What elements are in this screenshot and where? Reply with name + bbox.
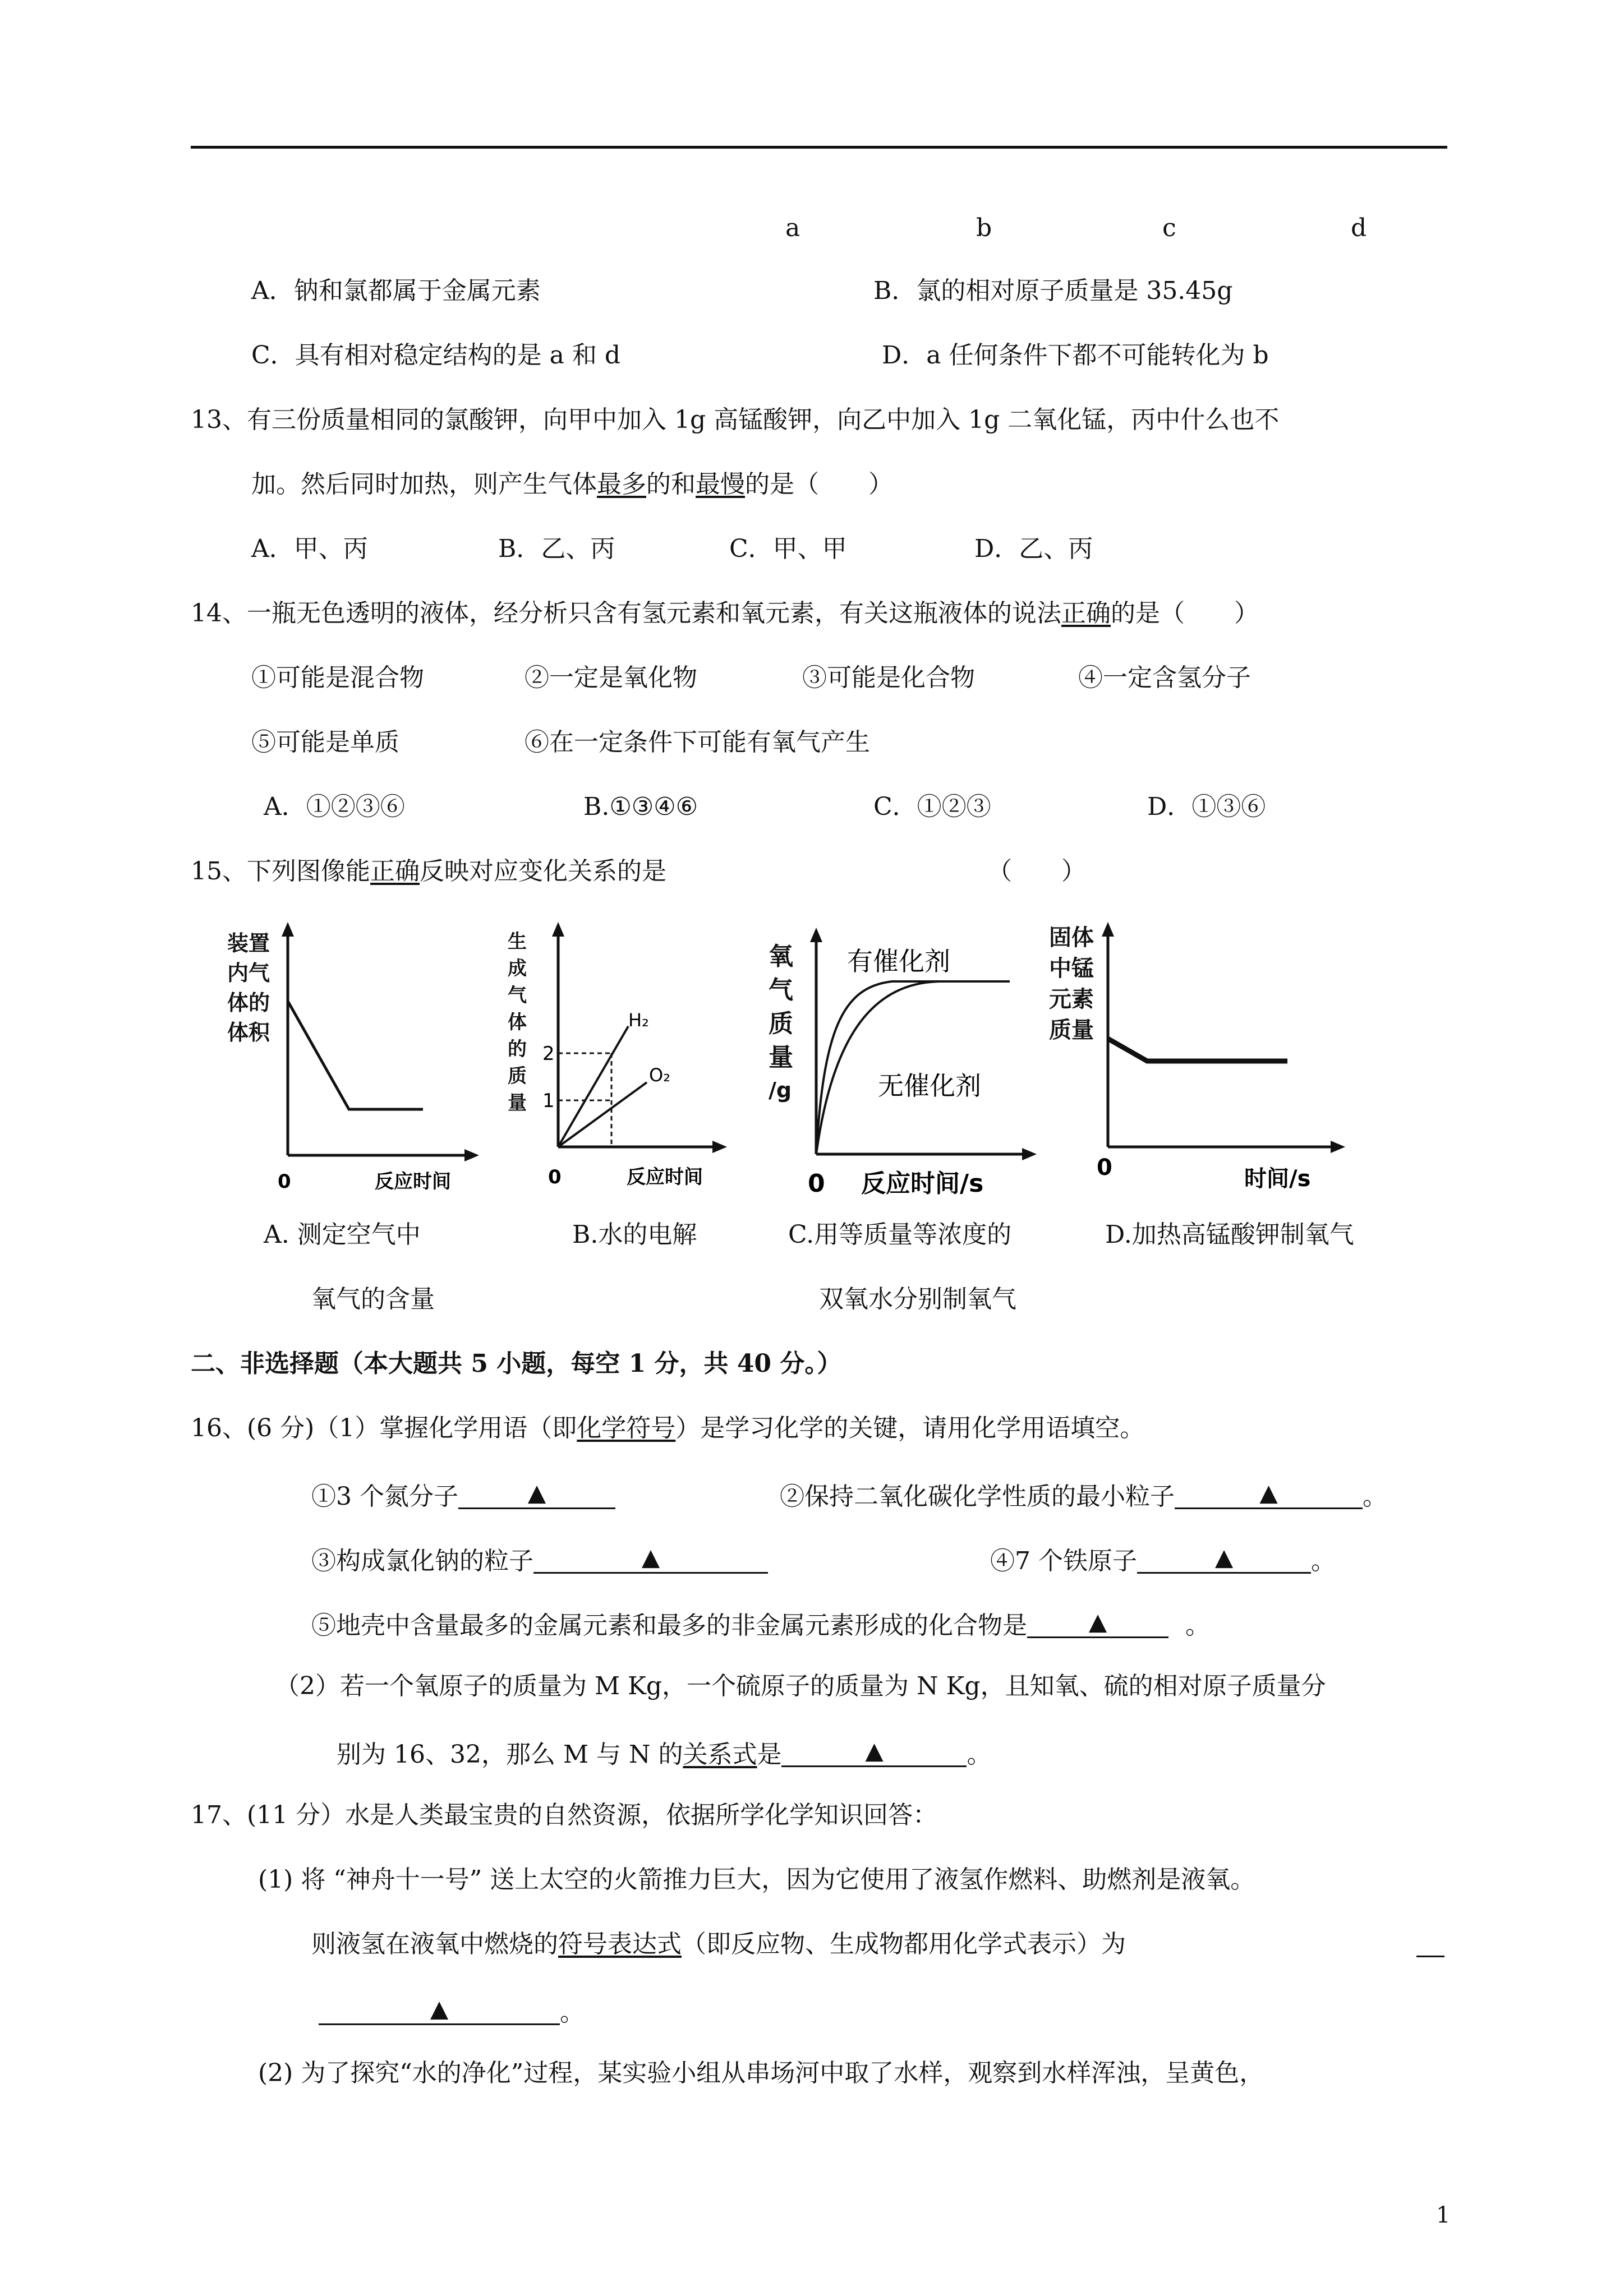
q16-item-4: ④7 个铁原子 ▲ 。 xyxy=(990,1543,1336,1575)
chart-d-xlabel: 时间/s xyxy=(1244,1166,1311,1192)
q14-item-4: ④一定含氢分子 xyxy=(1078,663,1251,692)
chart-c-y-arrow xyxy=(810,928,822,942)
q17-part1-line1: (1) 将 “神舟十一号” 送上太空的火箭推力巨大，因为它使用了液氢作燃料、助燃剂是液氧。 xyxy=(258,1865,1255,1894)
chart-a xyxy=(219,920,482,1200)
chart-b-ylabel-2: 成 xyxy=(508,957,527,980)
chart-c-caption-2: 双氧水分别制氧气 xyxy=(819,1285,1016,1313)
chart-d-origin: 0 xyxy=(1097,1155,1112,1181)
chart-b-label-h2: H₂ xyxy=(628,1009,649,1031)
chart-b-ylabel-4: 体 xyxy=(508,1011,527,1034)
answer-blank-4[interactable] xyxy=(1137,1545,1311,1574)
chart-b-ylabel-3: 气 xyxy=(508,984,527,1007)
q14-item-5: ⑤可能是单质 xyxy=(251,728,399,757)
chart-d-x-arrow xyxy=(1331,1141,1345,1153)
chart-c-x-arrow xyxy=(1022,1148,1037,1160)
answer-marker: ▲ xyxy=(430,1995,449,2022)
answer-blank-2[interactable] xyxy=(1175,1481,1363,1509)
chart-a-ylabel-2: 内气 xyxy=(227,961,270,985)
q17-part2-line1: (2) 为了探究“水的净化”过程，某实验小组从串场河中取了水样，观察到水样浑浊，呈黄色， xyxy=(258,2059,1264,2087)
chart-c-caption-1: C.用等质量等浓度的 xyxy=(788,1220,1012,1249)
q16-part2-line2: 别为 16、32，那么 M 与 N 的关系式是 ▲ 。 xyxy=(337,1737,992,1769)
q12-label-a: a xyxy=(785,214,801,242)
q14-item-6: ⑥在一定条件下可能有氧气产生 xyxy=(525,728,870,757)
q17-part1-line3: ▲ 。 xyxy=(319,1997,585,2025)
q16-part2-line1: （2）若一个氧原子的质量为 M Kg，一个硫原子的质量为 N Kg，且知氧、硫的相对原子质量分 xyxy=(275,1672,1326,1700)
answer-marker: ▲ xyxy=(641,1543,660,1571)
q12-option-b: B．氯的相对原子质量是 35.45g xyxy=(873,276,1233,305)
q16-item-3: ③构成氯化钠的粒子 ▲ xyxy=(311,1545,768,1574)
q15-paren: （ ） xyxy=(987,857,1086,886)
header-rule xyxy=(191,146,1447,149)
answer-blank-1[interactable] xyxy=(458,1481,615,1509)
answer-blank-3[interactable] xyxy=(533,1545,768,1574)
q14-option-b: B.①③④⑥ xyxy=(583,792,698,821)
chart-d-caption: D.加热高锰酸钾制氧气 xyxy=(1105,1220,1354,1249)
chart-a-caption-1: A. 测定空气中 xyxy=(264,1220,421,1249)
chart-b-ylabel-5: 的 xyxy=(508,1038,527,1061)
q12-option-a: A．钠和氯都属于金属元素 xyxy=(251,276,541,305)
chart-d xyxy=(1043,920,1358,1200)
section-2-heading: 二、非选择题（本大题共 5 小题，每空 1 分，共 40 分。） xyxy=(191,1349,842,1378)
q16-stem: 16、(6 分)（1）掌握化学用语（即化学符号）是学习化学的关键，请用化学用语填空。 xyxy=(191,1414,1145,1442)
q13-stem-line1: 13、有三份质量相同的氯酸钾，向甲中加入 1g 高锰酸钾，向乙中加入 1g 二氧化锰，丙中什么也不 xyxy=(191,405,1280,434)
chart-a-y-arrow xyxy=(282,922,294,937)
answer-marker: ▲ xyxy=(1259,1479,1278,1506)
answer-marker: ▲ xyxy=(1214,1543,1234,1571)
chart-c-origin: 0 xyxy=(808,1169,825,1198)
chart-b-ylabel-1: 生 xyxy=(508,930,527,953)
q15-stem: 15、下列图像能正确反映对应变化关系的是 xyxy=(191,857,666,886)
q13-stem-line2: 加。然后同时加热，则产生气体最多的和最慢的是（ ） xyxy=(251,470,893,499)
chart-c xyxy=(763,920,1043,1200)
chart-a-origin: 0 xyxy=(278,1170,291,1193)
chart-b-label-o2: O₂ xyxy=(649,1064,671,1086)
chart-b-origin: 0 xyxy=(548,1166,562,1188)
chart-d-ylabel-4: 质量 xyxy=(1049,1017,1094,1043)
answer-marker: ▲ xyxy=(527,1479,546,1506)
chart-d-curve xyxy=(1108,1039,1287,1061)
page-number: 1 xyxy=(1436,2202,1451,2228)
q13-option-b: B．乙、丙 xyxy=(498,534,615,563)
q13-option-d: D．乙、丙 xyxy=(974,534,1093,563)
chart-b-tick-1: 1 xyxy=(542,1090,555,1112)
answer-marker: ▲ xyxy=(865,1737,884,1764)
q12-option-c: C．具有相对稳定结构的是 a 和 d xyxy=(251,341,621,370)
answer-blank-7[interactable] xyxy=(319,1997,560,2025)
chart-c-ylabel-4: 量 xyxy=(769,1043,793,1072)
q17-stem: 17、(11 分）水是人类最宝贵的自然资源，依据所学化学知识回答： xyxy=(191,1801,938,1829)
chart-a-ylabel-1: 装置 xyxy=(227,931,270,956)
chart-b xyxy=(502,920,738,1200)
q16-item-1: ①3 个氮分子 ▲ xyxy=(311,1481,615,1509)
chart-b-h2-line xyxy=(558,1026,628,1147)
chart-c-xlabel: 反应时间/s xyxy=(861,1169,984,1198)
chart-b-x-arrow xyxy=(712,1141,727,1153)
chart-d-ylabel-1: 固体 xyxy=(1049,925,1094,951)
chart-b-ylabel-7: 量 xyxy=(508,1092,527,1114)
chart-a-x-arrow xyxy=(464,1149,479,1161)
chart-b-y-arrow xyxy=(552,922,564,937)
q13-option-a: A．甲、丙 xyxy=(251,534,368,563)
q14-item-2: ②一定是氧化物 xyxy=(525,663,697,692)
chart-a-xlabel: 反应时间 xyxy=(375,1170,451,1193)
q14-option-d: D．①③⑥ xyxy=(1147,792,1266,821)
q14-item-3: ③可能是化合物 xyxy=(802,663,975,692)
chart-d-ylabel-3: 元素 xyxy=(1049,986,1094,1012)
chart-b-o2-line xyxy=(558,1082,647,1147)
chart-b-tick-2: 2 xyxy=(542,1043,555,1065)
answer-blank-6[interactable] xyxy=(781,1739,967,1767)
q12-label-c: c xyxy=(1162,214,1176,242)
chart-c-label-catalyst: 有催化剂 xyxy=(847,946,950,976)
chart-a-ylabel-4: 体积 xyxy=(227,1020,270,1045)
chart-c-no-catalyst-curve xyxy=(816,981,942,1154)
chart-c-ylabel-1: 氧 xyxy=(769,942,793,971)
chart-d-y-arrow xyxy=(1102,922,1114,937)
chart-a-curve xyxy=(288,1001,423,1109)
chart-c-label-no-catalyst: 无催化剂 xyxy=(878,1071,981,1101)
q14-stem: 14、一瓶无色透明的液体，经分析只含有氢元素和氧元素，有关这瓶液体的说法正确的是（ ） xyxy=(191,599,1259,628)
q16-item-2: ②保持二氧化碳化学性质的最小粒子 ▲ 。 xyxy=(780,1479,1387,1511)
q17-blank-lead[interactable] xyxy=(1416,1956,1444,1957)
chart-b-ylabel-6: 质 xyxy=(508,1065,527,1087)
chart-b-caption: B.水的电解 xyxy=(572,1220,697,1249)
chart-d-ylabel-2: 中锰 xyxy=(1049,956,1094,981)
q12-label-d: d xyxy=(1351,214,1367,242)
answer-marker: ▲ xyxy=(1088,1608,1107,1635)
answer-blank-5[interactable] xyxy=(1027,1610,1168,1638)
chart-c-ylabel-5: /g xyxy=(769,1078,792,1103)
q14-option-c: C．①②③ xyxy=(873,792,991,821)
q13-option-c: C．甲、甲 xyxy=(729,534,847,563)
chart-c-ylabel-3: 质 xyxy=(769,1009,793,1038)
q16-item-5: ⑤地壳中含量最多的金属元素和最多的非金属元素形成的化合物是 ▲ 。 xyxy=(311,1608,1210,1640)
q14-option-a: A．①②③⑥ xyxy=(264,792,405,821)
chart-b-xlabel: 反应时间 xyxy=(627,1166,703,1188)
q17-part1-line2: 则液氢在液氧中燃烧的符号表达式（即反应物、生成物都用化学式表示）为 xyxy=(311,1930,1126,1958)
chart-c-ylabel-2: 气 xyxy=(769,976,793,1004)
chart-a-caption-2: 氧气的含量 xyxy=(311,1285,435,1313)
chart-c-catalyst-curve xyxy=(816,981,1010,1154)
q14-item-1: ①可能是混合物 xyxy=(251,663,424,692)
chart-a-ylabel-3: 体的 xyxy=(227,990,270,1015)
q12-label-b: b xyxy=(976,214,992,242)
q12-option-d: D．a 任何条件下都不可能转化为 b xyxy=(882,341,1269,370)
